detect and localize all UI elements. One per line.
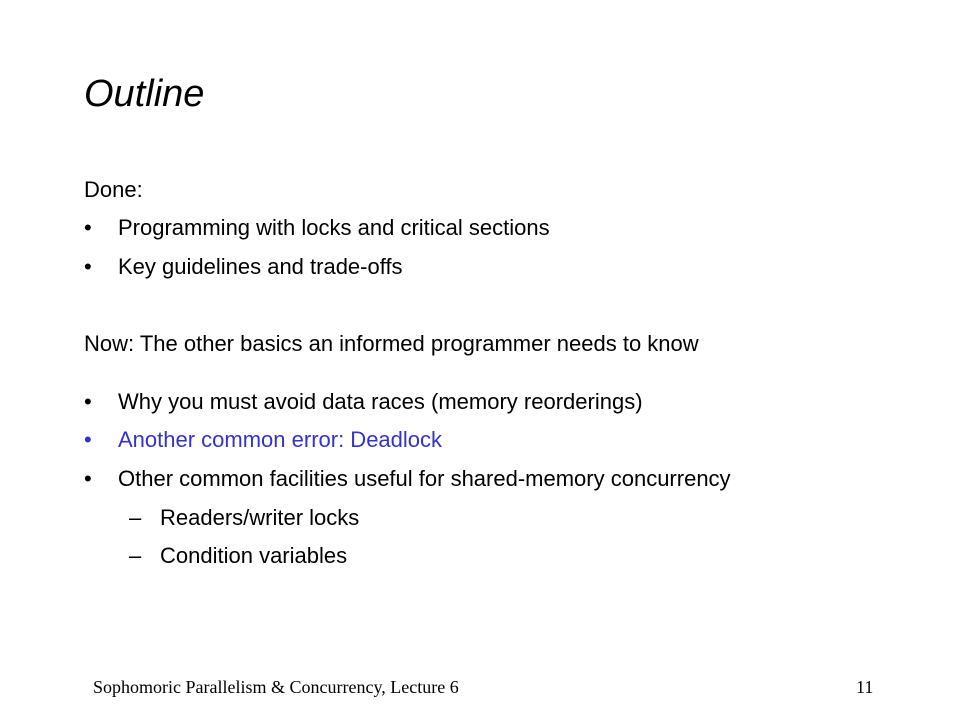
- done-item-text: Programming with locks and critical sections: [118, 215, 550, 240]
- bullet-icon: •: [84, 254, 92, 279]
- now-item-text: Why you must avoid data races (memory reorderings): [118, 389, 643, 414]
- dash-icon: –: [129, 543, 142, 568]
- done-heading: Done:: [84, 177, 143, 202]
- bullet-icon: •: [84, 389, 92, 414]
- now-item-text: Other common facilities useful for shared-memory concurrency: [118, 466, 731, 491]
- sub-item-text: Readers/writer locks: [160, 505, 360, 530]
- now-item-text: Another common error: Deadlock: [118, 427, 443, 452]
- slide-title: Outline: [84, 73, 205, 115]
- bullet-icon: •: [84, 466, 92, 491]
- done-item-text: Key guidelines and trade-offs: [118, 254, 403, 279]
- now-heading: Now: The other basics an informed programmer needs to know: [84, 331, 699, 356]
- bullet-icon: •: [84, 215, 92, 240]
- bullet-icon: •: [84, 427, 92, 452]
- footer-page-number: 11: [856, 677, 874, 697]
- footer-course-title: Sophomoric Parallelism & Concurrency, Lecture 6: [93, 677, 459, 697]
- sub-item-text: Condition variables: [160, 543, 348, 568]
- dash-icon: –: [129, 505, 142, 530]
